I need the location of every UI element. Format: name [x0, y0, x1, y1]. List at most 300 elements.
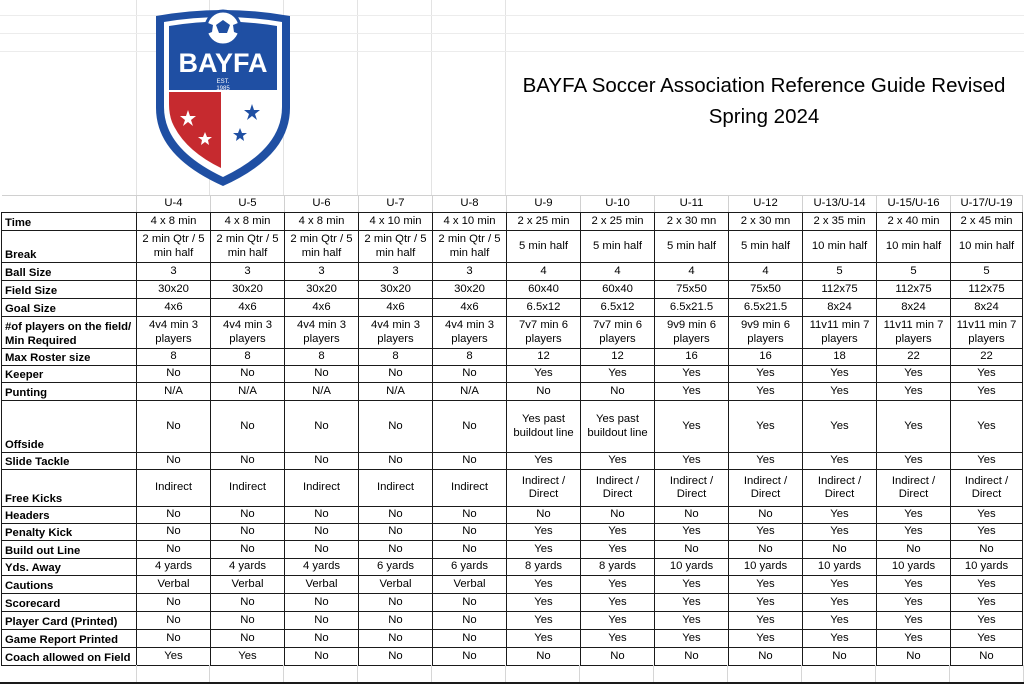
- table-cell: Yes: [877, 576, 951, 594]
- table-cell: No: [285, 630, 359, 648]
- table-cell: Indirect / Direct: [507, 470, 581, 507]
- table-cell: 2 x 40 min: [877, 213, 951, 231]
- table-cell: No: [359, 541, 433, 559]
- table-cell: No: [729, 507, 803, 524]
- table-cell: Yes: [951, 524, 1023, 541]
- table-cell: 30x20: [285, 281, 359, 299]
- table-row: [2, 453, 1023, 470]
- table-cell: No: [211, 507, 285, 524]
- table-cell: 5: [951, 263, 1023, 281]
- table-cell: Yes: [581, 612, 655, 630]
- table-cell: 8: [285, 349, 359, 366]
- table-cell: Yes: [803, 594, 877, 612]
- table-cell: No: [137, 453, 211, 470]
- table-cell: Yes: [507, 453, 581, 470]
- table-cell: No: [359, 401, 433, 453]
- table-row: [2, 299, 1023, 317]
- table-cell: No: [729, 648, 803, 666]
- table-cell: 4v4 min 3 players: [285, 317, 359, 349]
- table-cell: No: [211, 541, 285, 559]
- empty-row: [1, 665, 1022, 682]
- table-cell: No: [951, 648, 1023, 666]
- table-cell: Yes: [877, 612, 951, 630]
- table-row: [2, 401, 1023, 453]
- row-label: Player Card (Printed): [2, 612, 137, 630]
- table-cell: Yes: [877, 401, 951, 453]
- table-cell: Yes past buildout line: [507, 401, 581, 453]
- table-cell: No: [285, 541, 359, 559]
- table-cell: 5 min half: [581, 231, 655, 263]
- table-cell: 2 x 30 mn: [729, 213, 803, 231]
- title-line-2: Spring 2024: [708, 105, 820, 128]
- reference-table: [1, 195, 1023, 666]
- table-cell: No: [655, 541, 729, 559]
- table-cell: No: [211, 630, 285, 648]
- table-cell: 5 min half: [507, 231, 581, 263]
- logo-est: EST.: [216, 79, 230, 85]
- table-cell: 6.5x12: [507, 299, 581, 317]
- row-label: Keeper: [2, 366, 137, 383]
- table-cell: 4x6: [359, 299, 433, 317]
- table-cell: 60x40: [581, 281, 655, 299]
- table-cell: No: [433, 453, 507, 470]
- table-cell: Verbal: [433, 576, 507, 594]
- table-cell: 8: [137, 349, 211, 366]
- table-cell: No: [211, 524, 285, 541]
- table-row: [2, 559, 1023, 576]
- table-cell: Yes: [951, 612, 1023, 630]
- table-row: [2, 213, 1023, 231]
- table-cell: 4 x 8 min: [211, 213, 285, 231]
- table-cell: 30x20: [359, 281, 433, 299]
- table-cell: Yes: [951, 507, 1023, 524]
- table-cell: 4: [655, 263, 729, 281]
- row-label: Build out Line: [2, 541, 137, 559]
- table-row: [2, 594, 1023, 612]
- table-cell: 16: [655, 349, 729, 366]
- table-cell: 6.5x21.5: [729, 299, 803, 317]
- table-cell: 3: [359, 263, 433, 281]
- table-cell: No: [877, 648, 951, 666]
- table-cell: Yes: [507, 594, 581, 612]
- table-cell: 4x6: [433, 299, 507, 317]
- table-cell: 112x75: [877, 281, 951, 299]
- table-cell: N/A: [211, 383, 285, 401]
- table-cell: Yes: [877, 383, 951, 401]
- table-cell: Yes: [211, 648, 285, 666]
- table-cell: No: [803, 541, 877, 559]
- table-cell: No: [285, 366, 359, 383]
- table-row: [2, 317, 1023, 349]
- division-header: U-7: [359, 196, 433, 213]
- table-cell: No: [951, 541, 1023, 559]
- table-cell: No: [137, 630, 211, 648]
- table-cell: 7v7 min 6 players: [581, 317, 655, 349]
- table-cell: No: [359, 648, 433, 666]
- table-cell: Yes: [877, 366, 951, 383]
- table-cell: No: [433, 648, 507, 666]
- row-label: Coach allowed on Field: [2, 648, 137, 666]
- table-cell: Indirect / Direct: [803, 470, 877, 507]
- table-cell: 2 x 25 min: [581, 213, 655, 231]
- table-cell: 2 min Qtr / 5 min half: [433, 231, 507, 263]
- table-cell: Verbal: [137, 576, 211, 594]
- table-cell: Yes: [655, 383, 729, 401]
- table-cell: Yes: [507, 576, 581, 594]
- table-cell: 4x6: [211, 299, 285, 317]
- table-cell: No: [433, 630, 507, 648]
- row-label: Penalty Kick: [2, 524, 137, 541]
- table-cell: 4: [507, 263, 581, 281]
- table-cell: Indirect: [285, 470, 359, 507]
- table-cell: No: [433, 612, 507, 630]
- table-cell: 6 yards: [433, 559, 507, 576]
- table-cell: No: [433, 507, 507, 524]
- table-cell: 22: [951, 349, 1023, 366]
- table-cell: 30x20: [433, 281, 507, 299]
- division-header-row: [2, 196, 1023, 213]
- table-cell: No: [211, 612, 285, 630]
- row-label: #of players on the field/ Min Required: [2, 317, 137, 349]
- grid-line: [357, 0, 358, 196]
- table-cell: Yes: [951, 576, 1023, 594]
- table-cell: 8x24: [803, 299, 877, 317]
- table-row: [2, 263, 1023, 281]
- table-cell: 112x75: [951, 281, 1023, 299]
- table-cell: 10 yards: [729, 559, 803, 576]
- table-cell: N/A: [285, 383, 359, 401]
- table-cell: No: [433, 401, 507, 453]
- table-cell: Yes: [729, 524, 803, 541]
- table-cell: 75x50: [655, 281, 729, 299]
- table-cell: 4: [729, 263, 803, 281]
- table-row: [2, 524, 1023, 541]
- table-cell: No: [137, 612, 211, 630]
- division-header: U-4: [137, 196, 211, 213]
- table-cell: 5: [803, 263, 877, 281]
- table-cell: 11v11 min 7 players: [951, 317, 1023, 349]
- table-cell: 12: [507, 349, 581, 366]
- row-label: Offside: [2, 401, 137, 453]
- title-line-1: BAYFA Soccer Association Reference Guide Revised: [522, 74, 1006, 97]
- table-cell: 4x6: [137, 299, 211, 317]
- table-cell: 3: [137, 263, 211, 281]
- table-cell: No: [137, 594, 211, 612]
- table-cell: No: [507, 648, 581, 666]
- table-cell: No: [359, 453, 433, 470]
- table-cell: Yes: [655, 524, 729, 541]
- table-cell: No: [285, 524, 359, 541]
- table-cell: Yes: [729, 612, 803, 630]
- table-cell: No: [803, 648, 877, 666]
- bayfa-logo: [150, 4, 296, 190]
- table-cell: Yes: [877, 594, 951, 612]
- table-cell: Yes: [729, 453, 803, 470]
- table-cell: Yes: [581, 576, 655, 594]
- table-cell: Yes: [951, 366, 1023, 383]
- table-cell: No: [359, 630, 433, 648]
- table-cell: 10 min half: [877, 231, 951, 263]
- table-cell: No: [211, 594, 285, 612]
- table-cell: No: [359, 366, 433, 383]
- table-cell: Indirect: [137, 470, 211, 507]
- table-cell: 11v11 min 7 players: [877, 317, 951, 349]
- table-cell: Yes: [803, 576, 877, 594]
- table-cell: No: [581, 383, 655, 401]
- table-cell: Yes: [877, 630, 951, 648]
- table-cell: Yes: [729, 366, 803, 383]
- logo-wordmark: BAYFA: [178, 48, 268, 78]
- row-label: Max Roster size: [2, 349, 137, 366]
- table-row: [2, 612, 1023, 630]
- table-cell: 2 min Qtr / 5 min half: [285, 231, 359, 263]
- table-cell: 30x20: [211, 281, 285, 299]
- table-row: [2, 507, 1023, 524]
- table-cell: Yes: [581, 453, 655, 470]
- table-cell: No: [581, 648, 655, 666]
- table-cell: No: [137, 524, 211, 541]
- table-cell: 10 yards: [803, 559, 877, 576]
- table-cell: 4v4 min 3 players: [137, 317, 211, 349]
- table-cell: Yes: [877, 453, 951, 470]
- row-label: Goal Size: [2, 299, 137, 317]
- table-cell: Yes: [581, 541, 655, 559]
- table-cell: 9v9 min 6 players: [655, 317, 729, 349]
- table-cell: Yes: [581, 366, 655, 383]
- table-cell: Indirect: [211, 470, 285, 507]
- table-cell: 4v4 min 3 players: [211, 317, 285, 349]
- table-cell: 7v7 min 6 players: [507, 317, 581, 349]
- table-cell: 5: [877, 263, 951, 281]
- grid-line: [431, 0, 432, 196]
- table-cell: Yes: [507, 630, 581, 648]
- table-cell: No: [877, 541, 951, 559]
- table-cell: Yes: [655, 453, 729, 470]
- table-cell: No: [285, 507, 359, 524]
- row-label: Yds. Away: [2, 559, 137, 576]
- table-cell: Indirect / Direct: [655, 470, 729, 507]
- table-cell: Yes: [655, 612, 729, 630]
- table-cell: Verbal: [285, 576, 359, 594]
- table-cell: Verbal: [211, 576, 285, 594]
- table-cell: No: [359, 507, 433, 524]
- table-cell: Yes: [803, 383, 877, 401]
- table-cell: No: [433, 541, 507, 559]
- division-header: U-8: [433, 196, 507, 213]
- table-cell: No: [211, 453, 285, 470]
- table-cell: Yes: [803, 630, 877, 648]
- table-cell: No: [137, 507, 211, 524]
- table-cell: Indirect / Direct: [877, 470, 951, 507]
- table-cell: 11v11 min 7 players: [803, 317, 877, 349]
- table-cell: No: [137, 401, 211, 453]
- table-cell: No: [285, 594, 359, 612]
- table-cell: Yes: [803, 366, 877, 383]
- table-cell: 8 yards: [581, 559, 655, 576]
- row-label: Game Report Printed: [2, 630, 137, 648]
- table-cell: No: [359, 524, 433, 541]
- table-row: [2, 366, 1023, 383]
- table-cell: No: [285, 401, 359, 453]
- table-cell: 4 yards: [211, 559, 285, 576]
- table-cell: Yes: [655, 366, 729, 383]
- table-cell: 2 x 30 mn: [655, 213, 729, 231]
- table-cell: 3: [285, 263, 359, 281]
- table-cell: Yes: [507, 366, 581, 383]
- table-cell: No: [211, 366, 285, 383]
- table-cell: 4 x 10 min: [359, 213, 433, 231]
- table-cell: 18: [803, 349, 877, 366]
- table-cell: No: [359, 612, 433, 630]
- table-cell: Yes: [951, 383, 1023, 401]
- table-cell: No: [359, 594, 433, 612]
- table-cell: Yes: [507, 524, 581, 541]
- table-cell: 112x75: [803, 281, 877, 299]
- table-cell: 10 yards: [655, 559, 729, 576]
- table-cell: 2 min Qtr / 5 min half: [137, 231, 211, 263]
- table-cell: 2 x 35 min: [803, 213, 877, 231]
- table-cell: Yes: [507, 541, 581, 559]
- table-cell: Yes: [655, 401, 729, 453]
- table-cell: 4 x 10 min: [433, 213, 507, 231]
- division-header: U-17/U-19: [951, 196, 1023, 213]
- table-cell: No: [285, 612, 359, 630]
- table-cell: 4 x 8 min: [285, 213, 359, 231]
- table-cell: 30x20: [137, 281, 211, 299]
- table-cell: 4v4 min 3 players: [359, 317, 433, 349]
- table-cell: 3: [433, 263, 507, 281]
- table-cell: No: [507, 507, 581, 524]
- table-cell: 2 x 25 min: [507, 213, 581, 231]
- table-cell: Indirect / Direct: [951, 470, 1023, 507]
- table-cell: 5 min half: [655, 231, 729, 263]
- table-row: [2, 383, 1023, 401]
- table-cell: Yes: [803, 401, 877, 453]
- table-cell: 10 yards: [877, 559, 951, 576]
- table-cell: No: [433, 366, 507, 383]
- corner-cell: [2, 196, 137, 213]
- row-label: Field Size: [2, 281, 137, 299]
- table-cell: 4: [581, 263, 655, 281]
- table-cell: 9v9 min 6 players: [729, 317, 803, 349]
- row-label: Punting: [2, 383, 137, 401]
- table-cell: 4 yards: [285, 559, 359, 576]
- table-cell: Yes: [581, 524, 655, 541]
- table-cell: 60x40: [507, 281, 581, 299]
- table-cell: Yes: [951, 630, 1023, 648]
- table-cell: 2 min Qtr / 5 min half: [359, 231, 433, 263]
- table-cell: 12: [581, 349, 655, 366]
- table-cell: No: [655, 648, 729, 666]
- table-cell: 2 min Qtr / 5 min half: [211, 231, 285, 263]
- table-cell: Yes: [877, 507, 951, 524]
- table-cell: Indirect: [433, 470, 507, 507]
- table-cell: 8: [359, 349, 433, 366]
- table-cell: 4v4 min 3 players: [433, 317, 507, 349]
- table-cell: 22: [877, 349, 951, 366]
- table-cell: 8: [211, 349, 285, 366]
- grid-line: [136, 0, 137, 196]
- division-header: U-6: [285, 196, 359, 213]
- division-header: U-11: [655, 196, 729, 213]
- row-label: Free Kicks: [2, 470, 137, 507]
- row-label: Scorecard: [2, 594, 137, 612]
- division-header: U-15/U-16: [877, 196, 951, 213]
- table-cell: Yes: [951, 594, 1023, 612]
- table-row: [2, 231, 1023, 263]
- table-cell: 4 x 8 min: [137, 213, 211, 231]
- division-header: U-10: [581, 196, 655, 213]
- logo-year: 1985: [216, 86, 230, 92]
- table-cell: 75x50: [729, 281, 803, 299]
- row-label: Ball Size: [2, 263, 137, 281]
- table-row: [2, 470, 1023, 507]
- table-cell: Yes: [729, 401, 803, 453]
- table-cell: Yes: [803, 612, 877, 630]
- table-cell: No: [137, 541, 211, 559]
- table-cell: Yes: [803, 524, 877, 541]
- table-row: [2, 630, 1023, 648]
- table-cell: 8 yards: [507, 559, 581, 576]
- table-cell: No: [211, 401, 285, 453]
- table-cell: Yes: [951, 453, 1023, 470]
- division-header: U-12: [729, 196, 803, 213]
- table-cell: 2 x 45 min: [951, 213, 1023, 231]
- table-cell: No: [285, 453, 359, 470]
- table-cell: Yes: [729, 594, 803, 612]
- table-cell: Yes: [655, 594, 729, 612]
- table-cell: Yes: [581, 594, 655, 612]
- table-cell: 10 min half: [803, 231, 877, 263]
- table-cell: Yes: [507, 612, 581, 630]
- table-row: [2, 541, 1023, 559]
- table-cell: 16: [729, 349, 803, 366]
- table-cell: 5 min half: [729, 231, 803, 263]
- table-cell: Yes: [655, 576, 729, 594]
- table-row: [2, 281, 1023, 299]
- table-cell: 6.5x12: [581, 299, 655, 317]
- table-cell: 4 yards: [137, 559, 211, 576]
- table-cell: 6 yards: [359, 559, 433, 576]
- table-cell: 8: [433, 349, 507, 366]
- table-cell: Yes: [803, 453, 877, 470]
- table-cell: 4x6: [285, 299, 359, 317]
- table-cell: Yes: [803, 507, 877, 524]
- table-cell: 8x24: [877, 299, 951, 317]
- row-label: Break: [2, 231, 137, 263]
- table-cell: No: [507, 383, 581, 401]
- row-label: Cautions: [2, 576, 137, 594]
- row-label: Time: [2, 213, 137, 231]
- table-cell: 10 min half: [951, 231, 1023, 263]
- table-cell: No: [433, 524, 507, 541]
- table-cell: 10 yards: [951, 559, 1023, 576]
- table-cell: Indirect / Direct: [729, 470, 803, 507]
- table-cell: Yes: [729, 576, 803, 594]
- table-cell: Yes past buildout line: [581, 401, 655, 453]
- table-row: [2, 349, 1023, 366]
- table-cell: Indirect / Direct: [581, 470, 655, 507]
- table-cell: N/A: [433, 383, 507, 401]
- table-cell: 6.5x21.5: [655, 299, 729, 317]
- table-cell: Yes: [877, 524, 951, 541]
- row-label: Slide Tackle: [2, 453, 137, 470]
- table-cell: No: [433, 594, 507, 612]
- table-cell: No: [137, 366, 211, 383]
- table-row: [2, 648, 1023, 666]
- table-row: [2, 576, 1023, 594]
- table-cell: No: [581, 507, 655, 524]
